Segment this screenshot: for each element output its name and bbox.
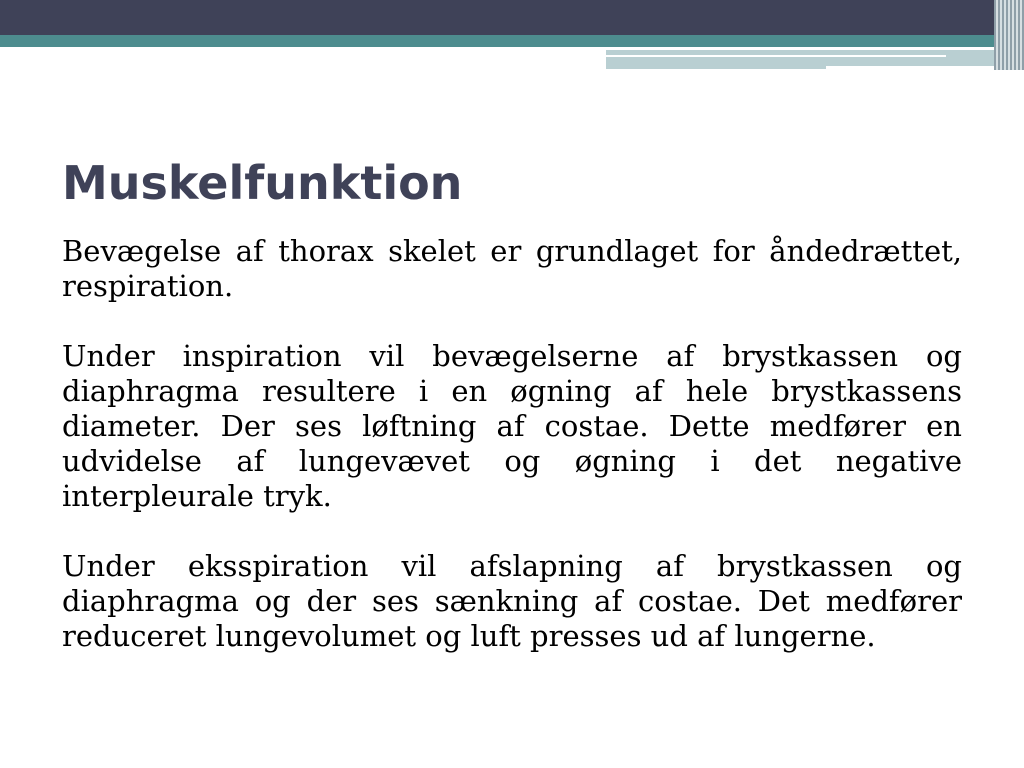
- header-divider-line: [606, 55, 946, 57]
- header-stripes: [994, 0, 1024, 70]
- header-accent-line: [606, 66, 826, 69]
- paragraph-intro: Bevægelse af thorax skelet er grundlaget for åndedrættet, respiration.: [62, 234, 962, 303]
- header-band-dark: [0, 0, 1024, 35]
- paragraph-expiration: Under eksspiration vil afslapning af brystkassen og diaphragma og der ses sænkning af costae. Det medfører reduceret lungevolumet og luft presses ud af lungerne.: [62, 549, 962, 653]
- header-band-pale: [606, 50, 1024, 66]
- slide-body: [62, 234, 962, 654]
- paragraph-inspiration: Under inspiration vil bevægelserne af brystkassen og diaphragma resultere i en øgning af hele brystkassens diameter. Der ses løftning af costae. Dette medfører en udvidelse af lungevævet og øgning i det negative interpleurale tryk.: [62, 339, 962, 513]
- slide-title: Muskelfunktion: [62, 156, 463, 210]
- header-band-teal: [0, 35, 1024, 47]
